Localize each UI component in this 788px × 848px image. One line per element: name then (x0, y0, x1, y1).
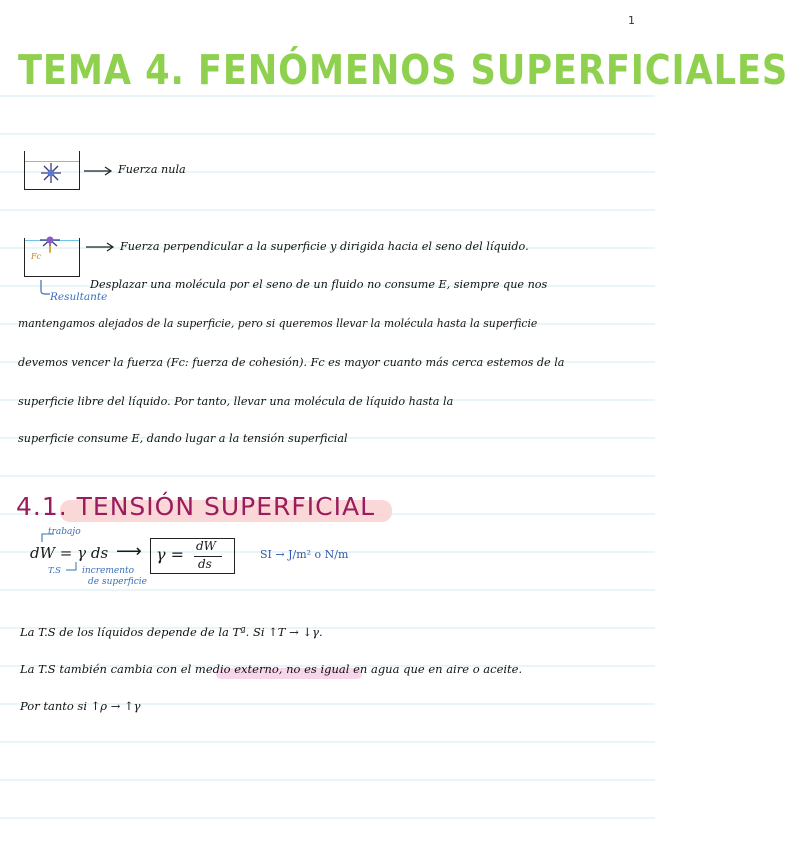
boxed-numerator: dW (196, 539, 217, 553)
trabajo-label: trabajo (48, 527, 81, 537)
surface-molecule-icon (37, 232, 63, 254)
superficie-label: de superficie (88, 577, 148, 587)
note-line-3: Por tanto si ↑ρ → ↑γ (20, 699, 141, 713)
boxed-gamma: γ = (156, 545, 185, 564)
paragraph-line-3: devemos vencer la fuerza (Fc: fuerza de cohesión). Fc es mayor cuanto más cerca estemos de la (18, 356, 565, 369)
note-line-1: La T.S de los líquidos depende de la Tª. Si ↑T → ↓γ. (20, 625, 323, 639)
molecule-star-icon (39, 161, 63, 185)
note-line-2: La T.S también cambia con el medio externo, no es igual en agua que en aire o aceite. (20, 662, 523, 676)
formula-dw: dW = γ ds (30, 544, 109, 562)
page-number: 1 (628, 14, 635, 27)
ts-pointer-icon (64, 560, 84, 574)
ts-label: T.S (48, 566, 61, 576)
paragraph-line-4: superficie libre del líquido. Por tanto, llevar una molécula de líquido hasta la (18, 395, 454, 408)
section-title: 4.1. TENSIÓN SUPERFICIAL (16, 492, 376, 521)
paragraph-line-1: Desplazar una molécula por el seno de un fluido no consume E, siempre que nos (90, 278, 548, 291)
fuerza-nula-label: Fuerza nula (118, 163, 186, 176)
page-title: TEMA 4. FENÓMENOS SUPERFICIALES (18, 46, 788, 94)
fc-label: Fc (31, 252, 42, 261)
fuerza-perpendicular-label: Fuerza perpendicular a la superficie y dirigida hacia el seno del líquido. (120, 240, 529, 253)
arrow-icon (84, 166, 114, 176)
beaker-bulk (24, 151, 80, 190)
arrow-icon (86, 242, 116, 252)
paragraph-line-5: superficie consume E, dando lugar a la tensión superficial (18, 432, 348, 445)
si-units: SI → J/m² o N/m (260, 548, 349, 561)
incremento-label: incremento (82, 566, 135, 576)
paragraph-line-2: mantengamos alejados de la superficie, pero si queremos llevar la molécula hasta la superficie (18, 317, 538, 330)
boxed-denominator: ds (198, 557, 212, 571)
resultante-label: Resultante (50, 291, 108, 303)
resultante-bracket-icon (38, 280, 50, 296)
beaker-surface (24, 238, 80, 277)
formula-arrow: ⟶ (116, 541, 142, 562)
